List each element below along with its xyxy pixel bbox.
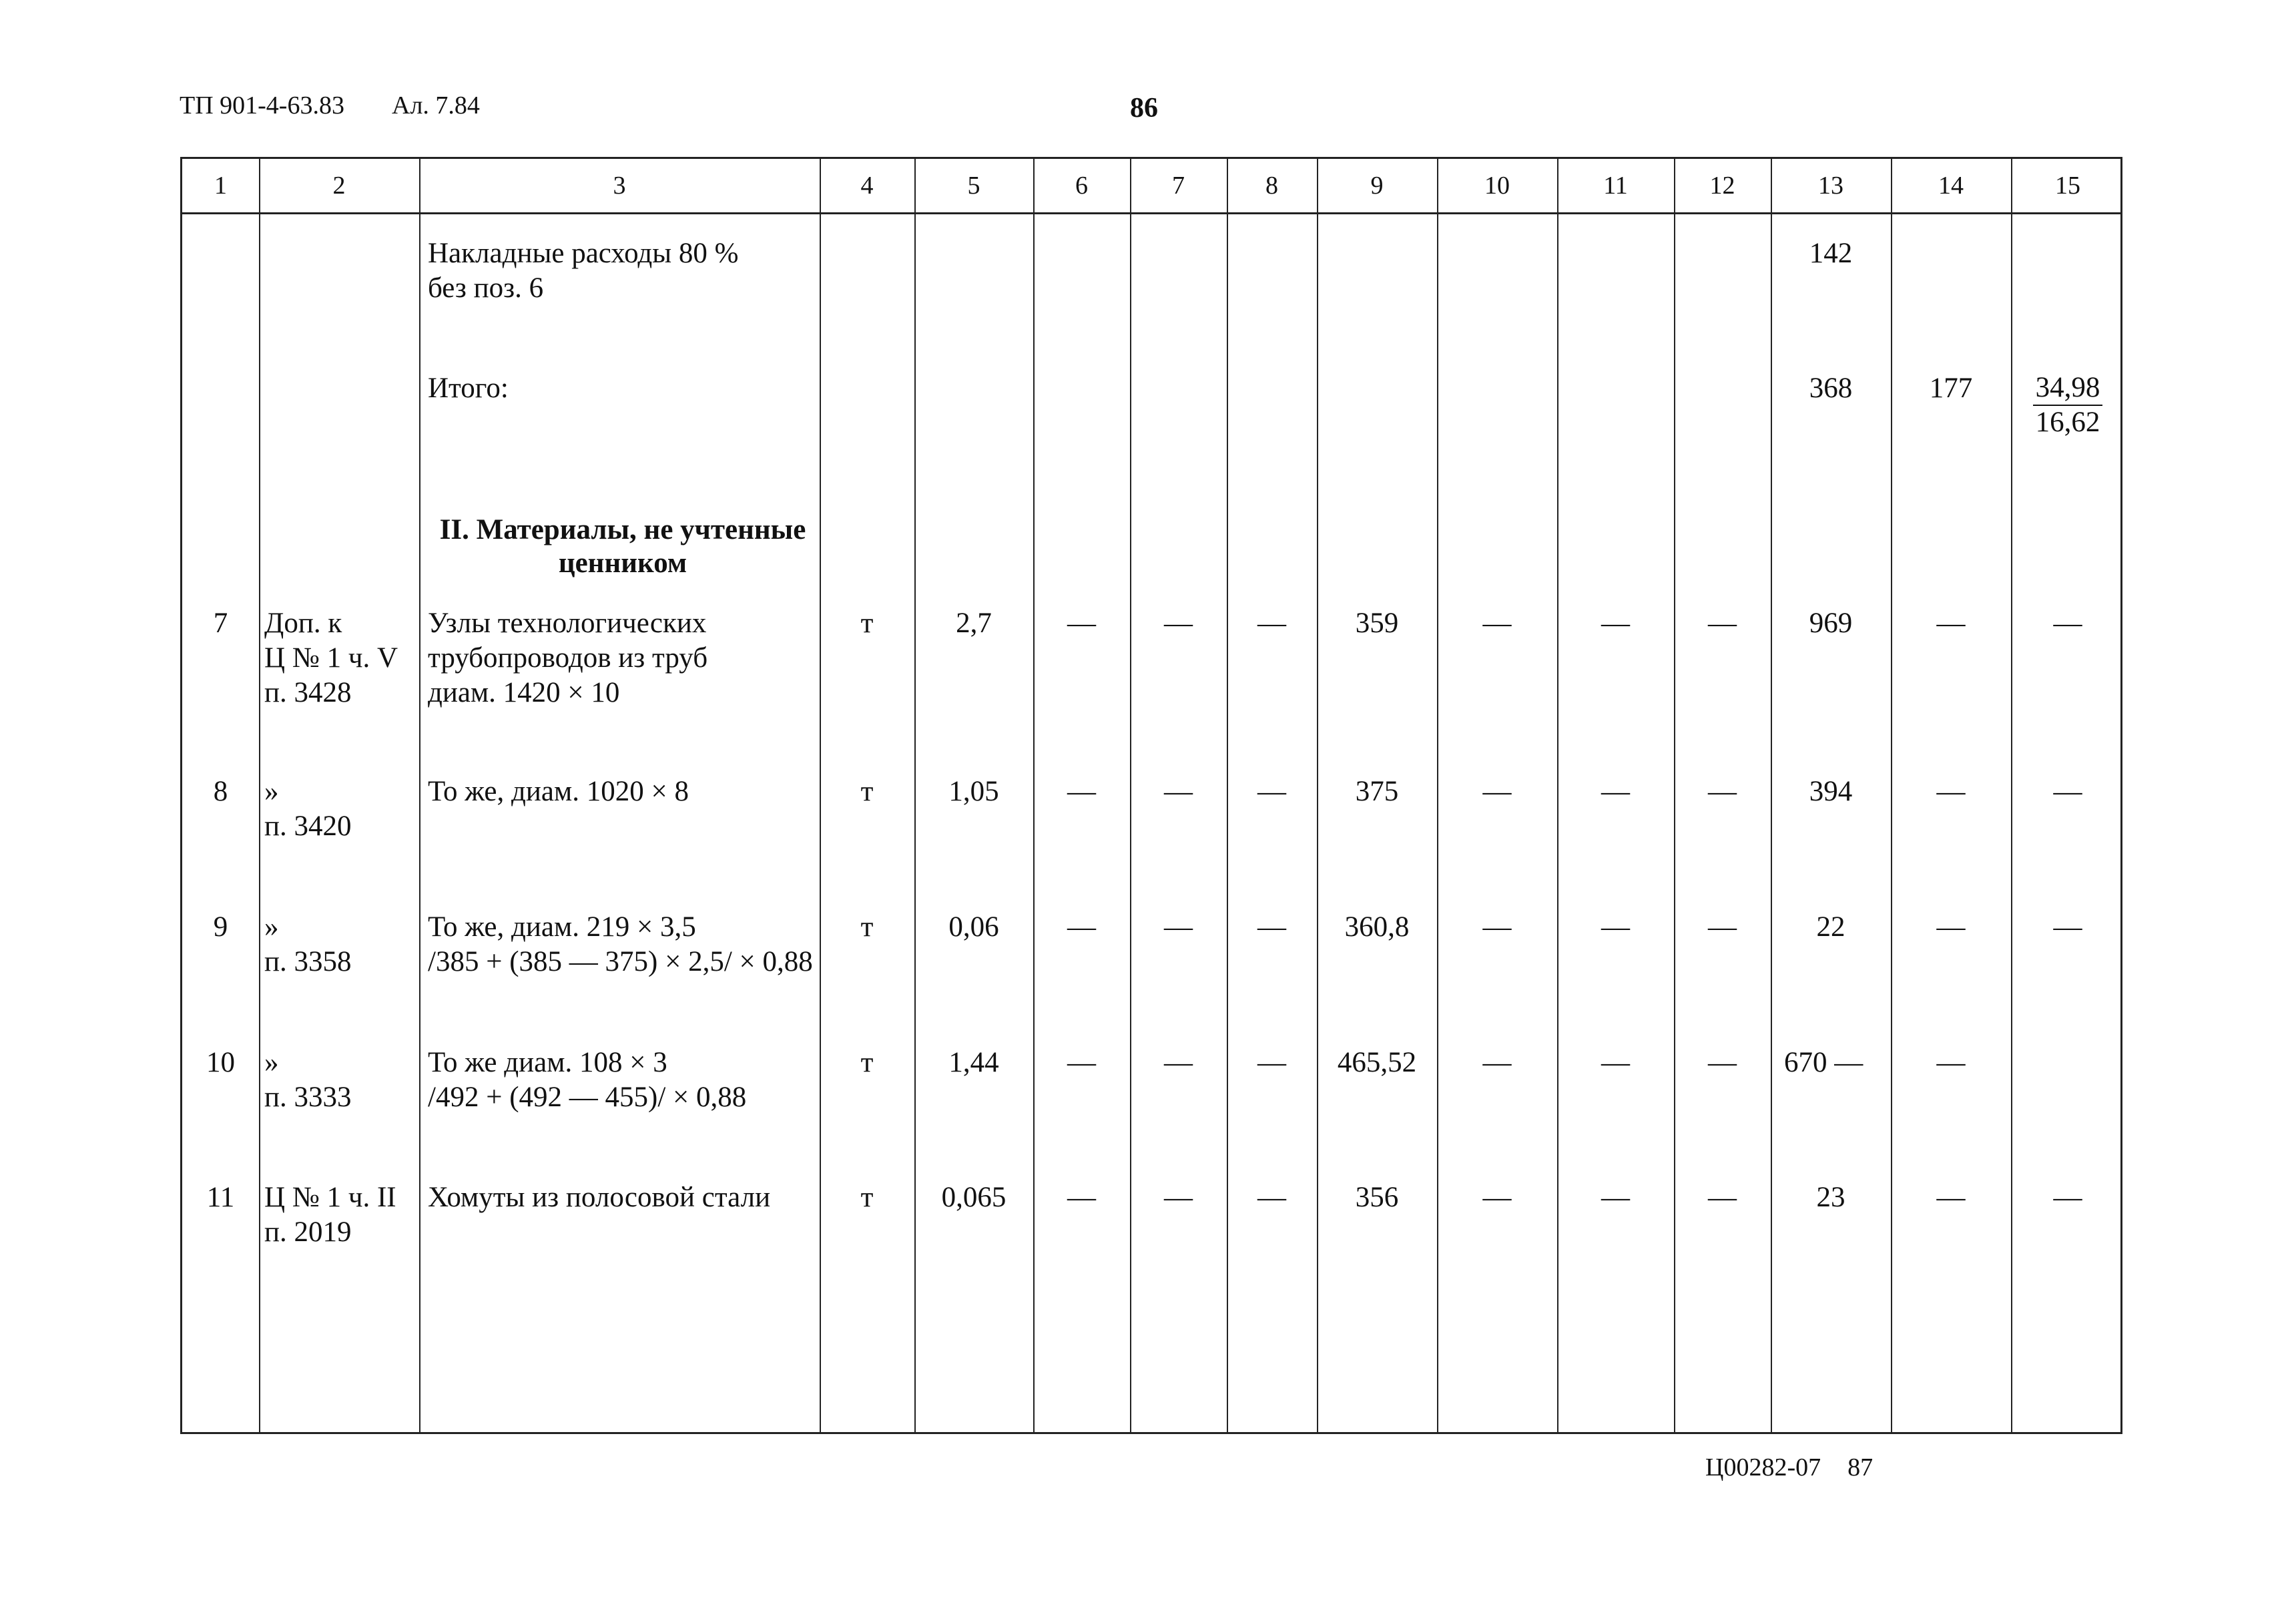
- row-7-c12: —: [1708, 608, 1737, 639]
- column-header-13: 13: [1818, 172, 1843, 200]
- row-7-c8: —: [1257, 608, 1286, 639]
- overhead-label-line1: Накладные расходы 80 %: [428, 238, 739, 269]
- row-7-description-line: диам. 1420 × 10: [428, 677, 620, 708]
- row-8-c14: —: [1936, 776, 1966, 807]
- row-8-n: 8: [213, 776, 228, 807]
- row-7-description-line: трубопроводов из труб: [428, 642, 708, 674]
- row-10-c13: 670 —: [1784, 1047, 1863, 1078]
- section-heading-line2: ценником: [558, 547, 687, 579]
- overhead-value: 142: [1809, 238, 1853, 269]
- row-10-c9: 465,52: [1337, 1047, 1417, 1078]
- row-10-c12: —: [1708, 1047, 1737, 1078]
- row-9-c13: 22: [1816, 911, 1845, 943]
- row-9-qty: 0,06: [948, 911, 999, 943]
- row-10-c7: —: [1164, 1047, 1193, 1078]
- row-9-description-line: /385 + (385 — 375) × 2,5/ × 0,88: [428, 946, 813, 977]
- row-8-c9: 375: [1355, 776, 1399, 807]
- row-9-reference-line: »: [264, 911, 279, 943]
- row-8-qty: 1,05: [948, 776, 999, 807]
- row-10-description-line: То же диам. 108 × 3: [428, 1047, 667, 1078]
- row-11-c7: —: [1164, 1182, 1193, 1213]
- row-10-c10: —: [1482, 1047, 1512, 1078]
- row-9-c9: 360,8: [1344, 911, 1410, 943]
- row-10-c14: —: [1936, 1047, 1966, 1078]
- row-7-qty: 2,7: [956, 608, 992, 639]
- column-header-12: 12: [1709, 172, 1735, 200]
- row-9-reference-line: п. 3358: [264, 946, 352, 977]
- row-7-c10: —: [1482, 608, 1512, 639]
- row-9-c12: —: [1708, 911, 1737, 943]
- column-header-5: 5: [967, 172, 980, 200]
- row-10-description-line: /492 + (492 — 455)/ × 0,88: [428, 1082, 747, 1113]
- footer: [1705, 1453, 1900, 1482]
- total-col15-fraction: [2011, 371, 2124, 439]
- row-7-c9: 359: [1355, 608, 1399, 639]
- row-11-c12: —: [1708, 1182, 1737, 1213]
- column-header-8: 8: [1265, 172, 1278, 200]
- column-divider: [1317, 159, 1318, 1432]
- row-11-c15: —: [2053, 1182, 2082, 1213]
- row-7-reference-line: Ц № 1 ч. V: [264, 642, 398, 674]
- row-7-reference-line: п. 3428: [264, 677, 352, 708]
- row-9-unit: т: [860, 911, 874, 943]
- row-7-reference-line: Доп. к: [264, 608, 342, 639]
- row-7-description-line: Узлы технологических: [428, 608, 707, 639]
- row-9-description-line: То же, диам. 219 × 3,5: [428, 911, 696, 943]
- row-8-c6: —: [1067, 776, 1096, 807]
- row-11-c8: —: [1257, 1182, 1286, 1213]
- row-9-c14: —: [1936, 911, 1966, 943]
- row-7-c14: —: [1936, 608, 1966, 639]
- column-header-7: 7: [1172, 172, 1185, 200]
- column-divider: [1771, 159, 1772, 1432]
- row-10-c11: —: [1601, 1047, 1630, 1078]
- row-7-c13: 969: [1809, 608, 1853, 639]
- row-9-c15: —: [2053, 911, 2082, 943]
- row-7-c7: —: [1164, 608, 1193, 639]
- row-11-c13: 23: [1816, 1182, 1845, 1213]
- row-10-c6: —: [1067, 1047, 1096, 1078]
- column-divider: [1557, 159, 1558, 1432]
- row-8-c8: —: [1257, 776, 1286, 807]
- total-col15-bottom: 16,62: [2035, 407, 2100, 438]
- row-9-c7: —: [1164, 911, 1193, 943]
- total-col13: 368: [1809, 373, 1853, 404]
- row-10-reference-line: »: [264, 1047, 279, 1078]
- row-8-c13: 394: [1809, 776, 1853, 807]
- column-divider: [1033, 159, 1035, 1432]
- footer-page: 87: [1847, 1453, 1874, 1481]
- column-divider: [2011, 159, 2012, 1432]
- column-divider: [1674, 159, 1675, 1432]
- column-header-15: 15: [2055, 172, 2080, 200]
- row-11-reference-line: п. 2019: [264, 1216, 352, 1248]
- row-7-c15: —: [2053, 608, 2082, 639]
- column-divider: [419, 159, 420, 1432]
- row-7-c6: —: [1067, 608, 1096, 639]
- row-11-c6: —: [1067, 1182, 1096, 1213]
- row-11-c11: —: [1601, 1182, 1630, 1213]
- total-col14: 177: [1929, 373, 1973, 404]
- row-7-unit: т: [860, 608, 874, 639]
- column-header-11: 11: [1603, 172, 1628, 200]
- section-heading-line1: II. Материалы, не учтенные: [439, 514, 806, 545]
- column-divider: [1227, 159, 1228, 1432]
- row-9-c8: —: [1257, 911, 1286, 943]
- row-11-unit: т: [860, 1182, 874, 1213]
- column-header-14: 14: [1938, 172, 1964, 200]
- row-11-c10: —: [1482, 1182, 1512, 1213]
- album-number: Ал. 7.84: [392, 91, 480, 120]
- column-header-9: 9: [1370, 172, 1384, 200]
- column-header-2: 2: [332, 172, 346, 200]
- header-divider: [182, 212, 2120, 214]
- row-10-unit: т: [860, 1047, 874, 1078]
- column-divider: [1891, 159, 1892, 1432]
- row-8-description-line: То же, диам. 1020 × 8: [428, 776, 689, 807]
- row-8-reference-line: п. 3420: [264, 811, 352, 842]
- row-7-c11: —: [1601, 608, 1630, 639]
- row-11-reference-line: Ц № 1 ч. II: [264, 1182, 396, 1213]
- row-8-c7: —: [1164, 776, 1193, 807]
- row-10-n: 10: [206, 1047, 235, 1078]
- total-label: Итого:: [428, 373, 509, 404]
- row-9-c6: —: [1067, 911, 1096, 943]
- overhead-label-line2: без поз. 6: [428, 272, 544, 304]
- estimate-table: [180, 157, 2122, 1434]
- row-11-qty: 0,065: [941, 1182, 1007, 1213]
- row-11-c14: —: [1936, 1182, 1966, 1213]
- row-7-n: 7: [213, 608, 228, 639]
- total-col15-top: 34,98: [2033, 371, 2103, 406]
- column-header-6: 6: [1075, 172, 1088, 200]
- column-divider: [1437, 159, 1438, 1432]
- row-8-unit: т: [860, 776, 874, 807]
- document-code: ТП 901-4-63.83: [180, 91, 344, 120]
- row-8-c15: —: [2053, 776, 2082, 807]
- column-divider: [820, 159, 821, 1432]
- row-8-reference-line: »: [264, 776, 279, 807]
- footer-code: Ц00282-07: [1705, 1453, 1821, 1481]
- column-header-4: 4: [860, 172, 874, 200]
- page-number: 86: [1130, 93, 1158, 124]
- column-divider: [259, 159, 260, 1432]
- row-8-c12: —: [1708, 776, 1737, 807]
- row-10-reference-line: п. 3333: [264, 1082, 352, 1113]
- row-11-description-line: Хомуты из полосовой стали: [428, 1182, 771, 1213]
- column-header-3: 3: [613, 172, 626, 200]
- row-8-c10: —: [1482, 776, 1512, 807]
- row-9-c11: —: [1601, 911, 1630, 943]
- column-header-10: 10: [1484, 172, 1510, 200]
- row-10-c8: —: [1257, 1047, 1286, 1078]
- column-header-1: 1: [214, 172, 227, 200]
- column-divider: [1130, 159, 1131, 1432]
- row-11-c9: 356: [1355, 1182, 1399, 1213]
- column-divider: [914, 159, 916, 1432]
- row-11-n: 11: [206, 1182, 235, 1213]
- row-10-qty: 1,44: [948, 1047, 999, 1078]
- row-9-n: 9: [213, 911, 228, 943]
- row-8-c11: —: [1601, 776, 1630, 807]
- row-9-c10: —: [1482, 911, 1512, 943]
